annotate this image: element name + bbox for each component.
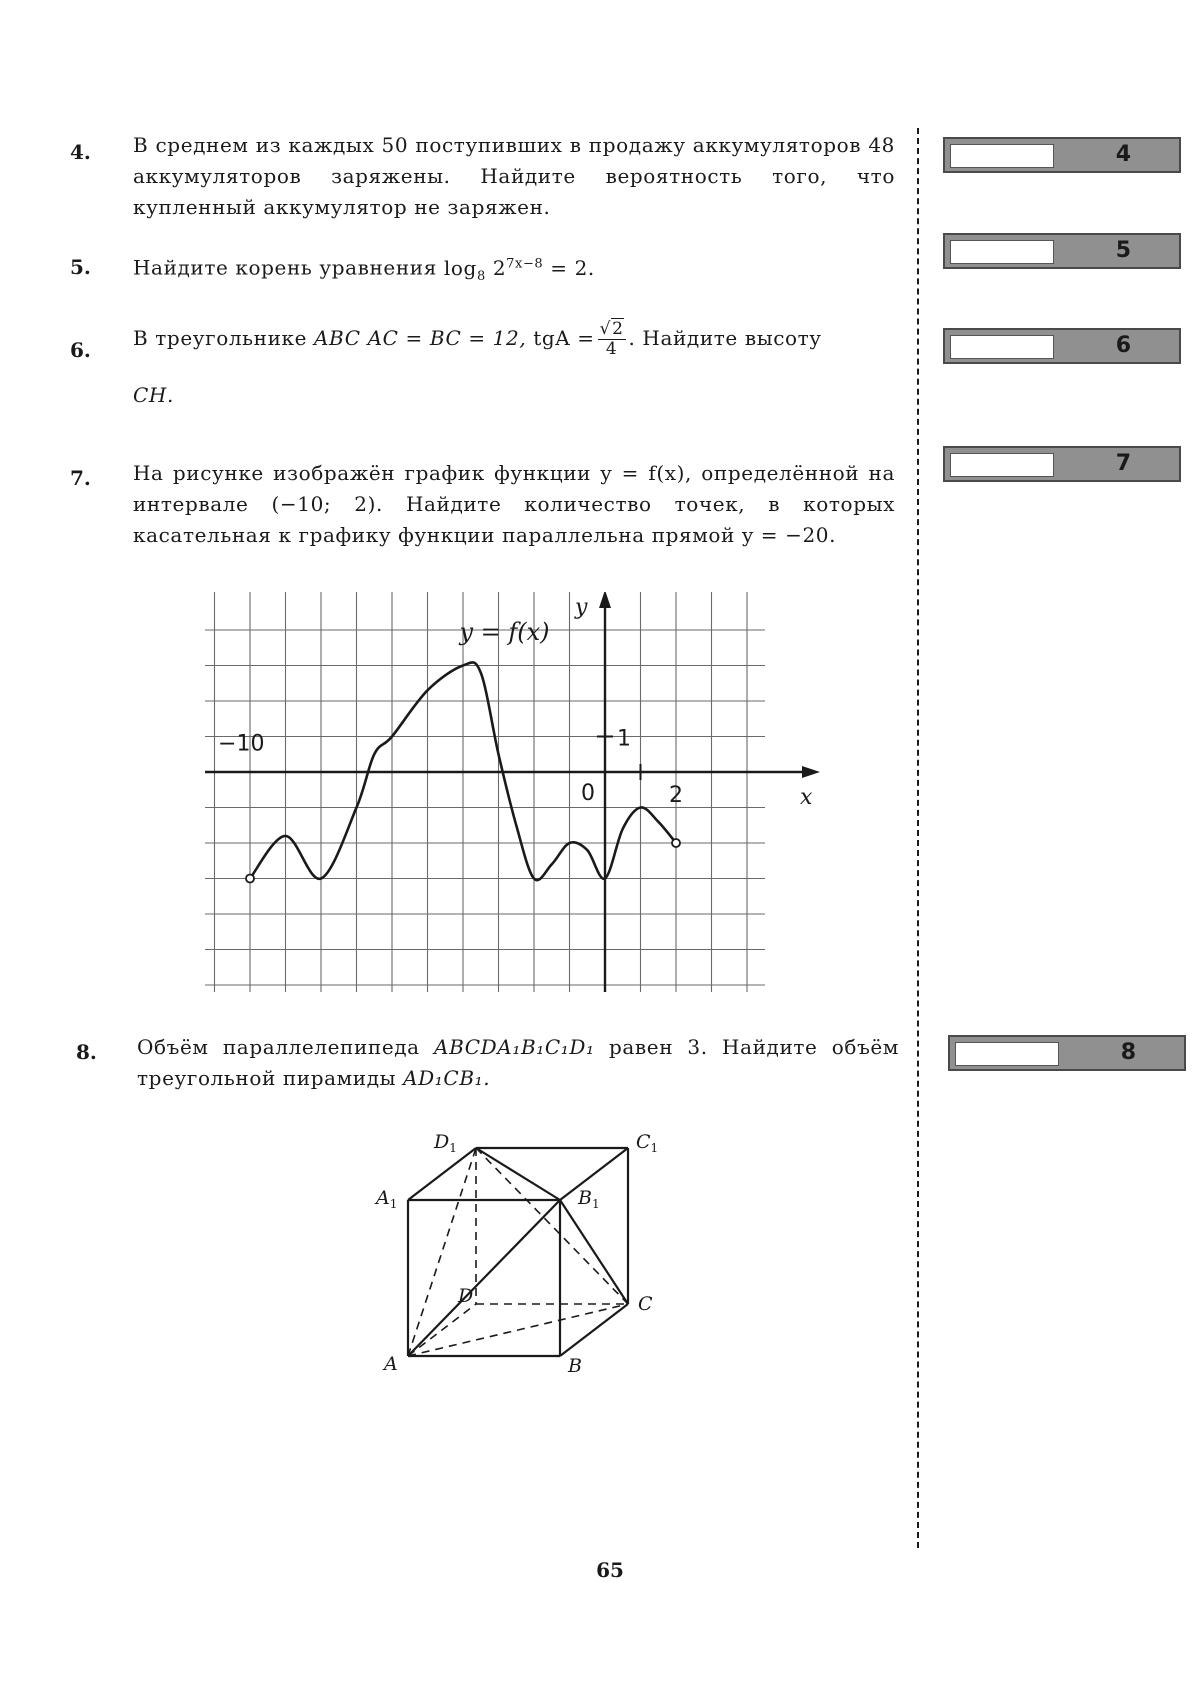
edge-B1C1 [560, 1148, 628, 1200]
task-6-tg: tgA = [533, 326, 595, 350]
edge-BC [560, 1304, 628, 1356]
edge-AD1-hidden [408, 1148, 476, 1356]
task-6-number: 6. [70, 338, 91, 362]
y-axis-label: y [575, 595, 588, 620]
answer-label-8: 8 [1120, 1040, 1136, 1065]
page-number: 65 [596, 1558, 624, 1582]
cut-line [917, 128, 919, 1548]
answer-label-6: 6 [1115, 333, 1131, 358]
label-B1: $B_1$ [578, 1187, 600, 1211]
task-8-solid: ABCDA₁B₁C₁D₁ [434, 1035, 595, 1059]
task-5-lead: Найдите корень уравнения [133, 255, 437, 280]
task-6-height: CH. [133, 383, 174, 407]
answer-field-5[interactable] [950, 240, 1054, 264]
task-8-pyramid: AD₁CB₁. [403, 1066, 491, 1090]
parallelepiped-figure [360, 1120, 680, 1380]
label-A: A [384, 1353, 398, 1375]
edge-B1C [560, 1200, 628, 1304]
graph-title: y = f(x) [459, 618, 550, 646]
answer-box-6 [943, 328, 1181, 364]
tick-label-y-1: 1 [617, 726, 631, 752]
task-4-text: В среднем из каждых 50 поступивших в продажу аккумуляторов 48 аккумуляторов заряжены. Найдите вероятность того, что купленный аккумулятор не заряжен. [133, 133, 895, 219]
label-B: B [568, 1355, 582, 1377]
tick-label-x-2: 2 [669, 783, 683, 808]
answer-box-4 [943, 137, 1181, 173]
answer-field-4[interactable] [950, 144, 1054, 168]
edge-AB1 [408, 1200, 560, 1356]
task-6-text: В треугольнике ABC AC = BC = 12, tgA = $\frac{√2}{4}$ . Найдите высоту [133, 319, 822, 359]
task-6-triangle: ABC [314, 326, 361, 350]
label-A1: $A_1$ [376, 1187, 398, 1211]
task-7-text: На рисунке изображён график функции y = f(x), определённой на интервале (−10; 2). Найдите количество точек, в которых касательная к графику функции параллельна прямой y = −20. [133, 461, 895, 547]
answer-field-8[interactable] [955, 1042, 1059, 1066]
answer-field-7[interactable] [950, 453, 1054, 477]
answer-box-7 [943, 446, 1181, 482]
tick-label-minus-10: −10 [218, 731, 265, 757]
open-endpoint-right [672, 839, 680, 847]
task-6-condition: AC = BC = 12, [367, 326, 527, 350]
edge-A1D1 [408, 1148, 476, 1200]
function-graph [205, 592, 825, 992]
edge-D1C-hidden [476, 1148, 628, 1304]
label-D: D [458, 1285, 474, 1307]
x-axis-label: x [800, 785, 813, 810]
label-D1: $D_1$ [434, 1131, 457, 1155]
task-5-equation: $\log_8 2^{7x-8} = 2$. [443, 255, 595, 284]
answer-label-4: 4 [1115, 142, 1131, 167]
task-5-text [133, 248, 733, 292]
task-5-number: 5. [70, 255, 91, 279]
task-8-text: Объём параллелепипеда ABCDA₁B₁C₁D₁ равен 3. Найдите объём треугольной пирамиды AD₁CB₁. [137, 1035, 899, 1090]
open-endpoint-left [246, 875, 254, 883]
answer-label-7: 7 [1115, 451, 1131, 476]
label-C1: $C_1$ [636, 1131, 659, 1155]
answer-field-6[interactable] [950, 335, 1054, 359]
task-8-number: 8. [76, 1040, 97, 1064]
tick-label-origin: 0 [581, 781, 595, 806]
label-C: C [638, 1293, 653, 1315]
y-axis-arrow [599, 592, 611, 608]
task-6-fraction: $\frac{√2}{4}$ [599, 319, 624, 359]
answer-label-5: 5 [1115, 238, 1131, 263]
task-4-number: 4. [70, 140, 91, 164]
x-axis-arrow [802, 766, 820, 778]
task-7-number: 7. [70, 466, 91, 490]
answer-box-8 [948, 1035, 1186, 1071]
answer-box-5 [943, 233, 1181, 269]
